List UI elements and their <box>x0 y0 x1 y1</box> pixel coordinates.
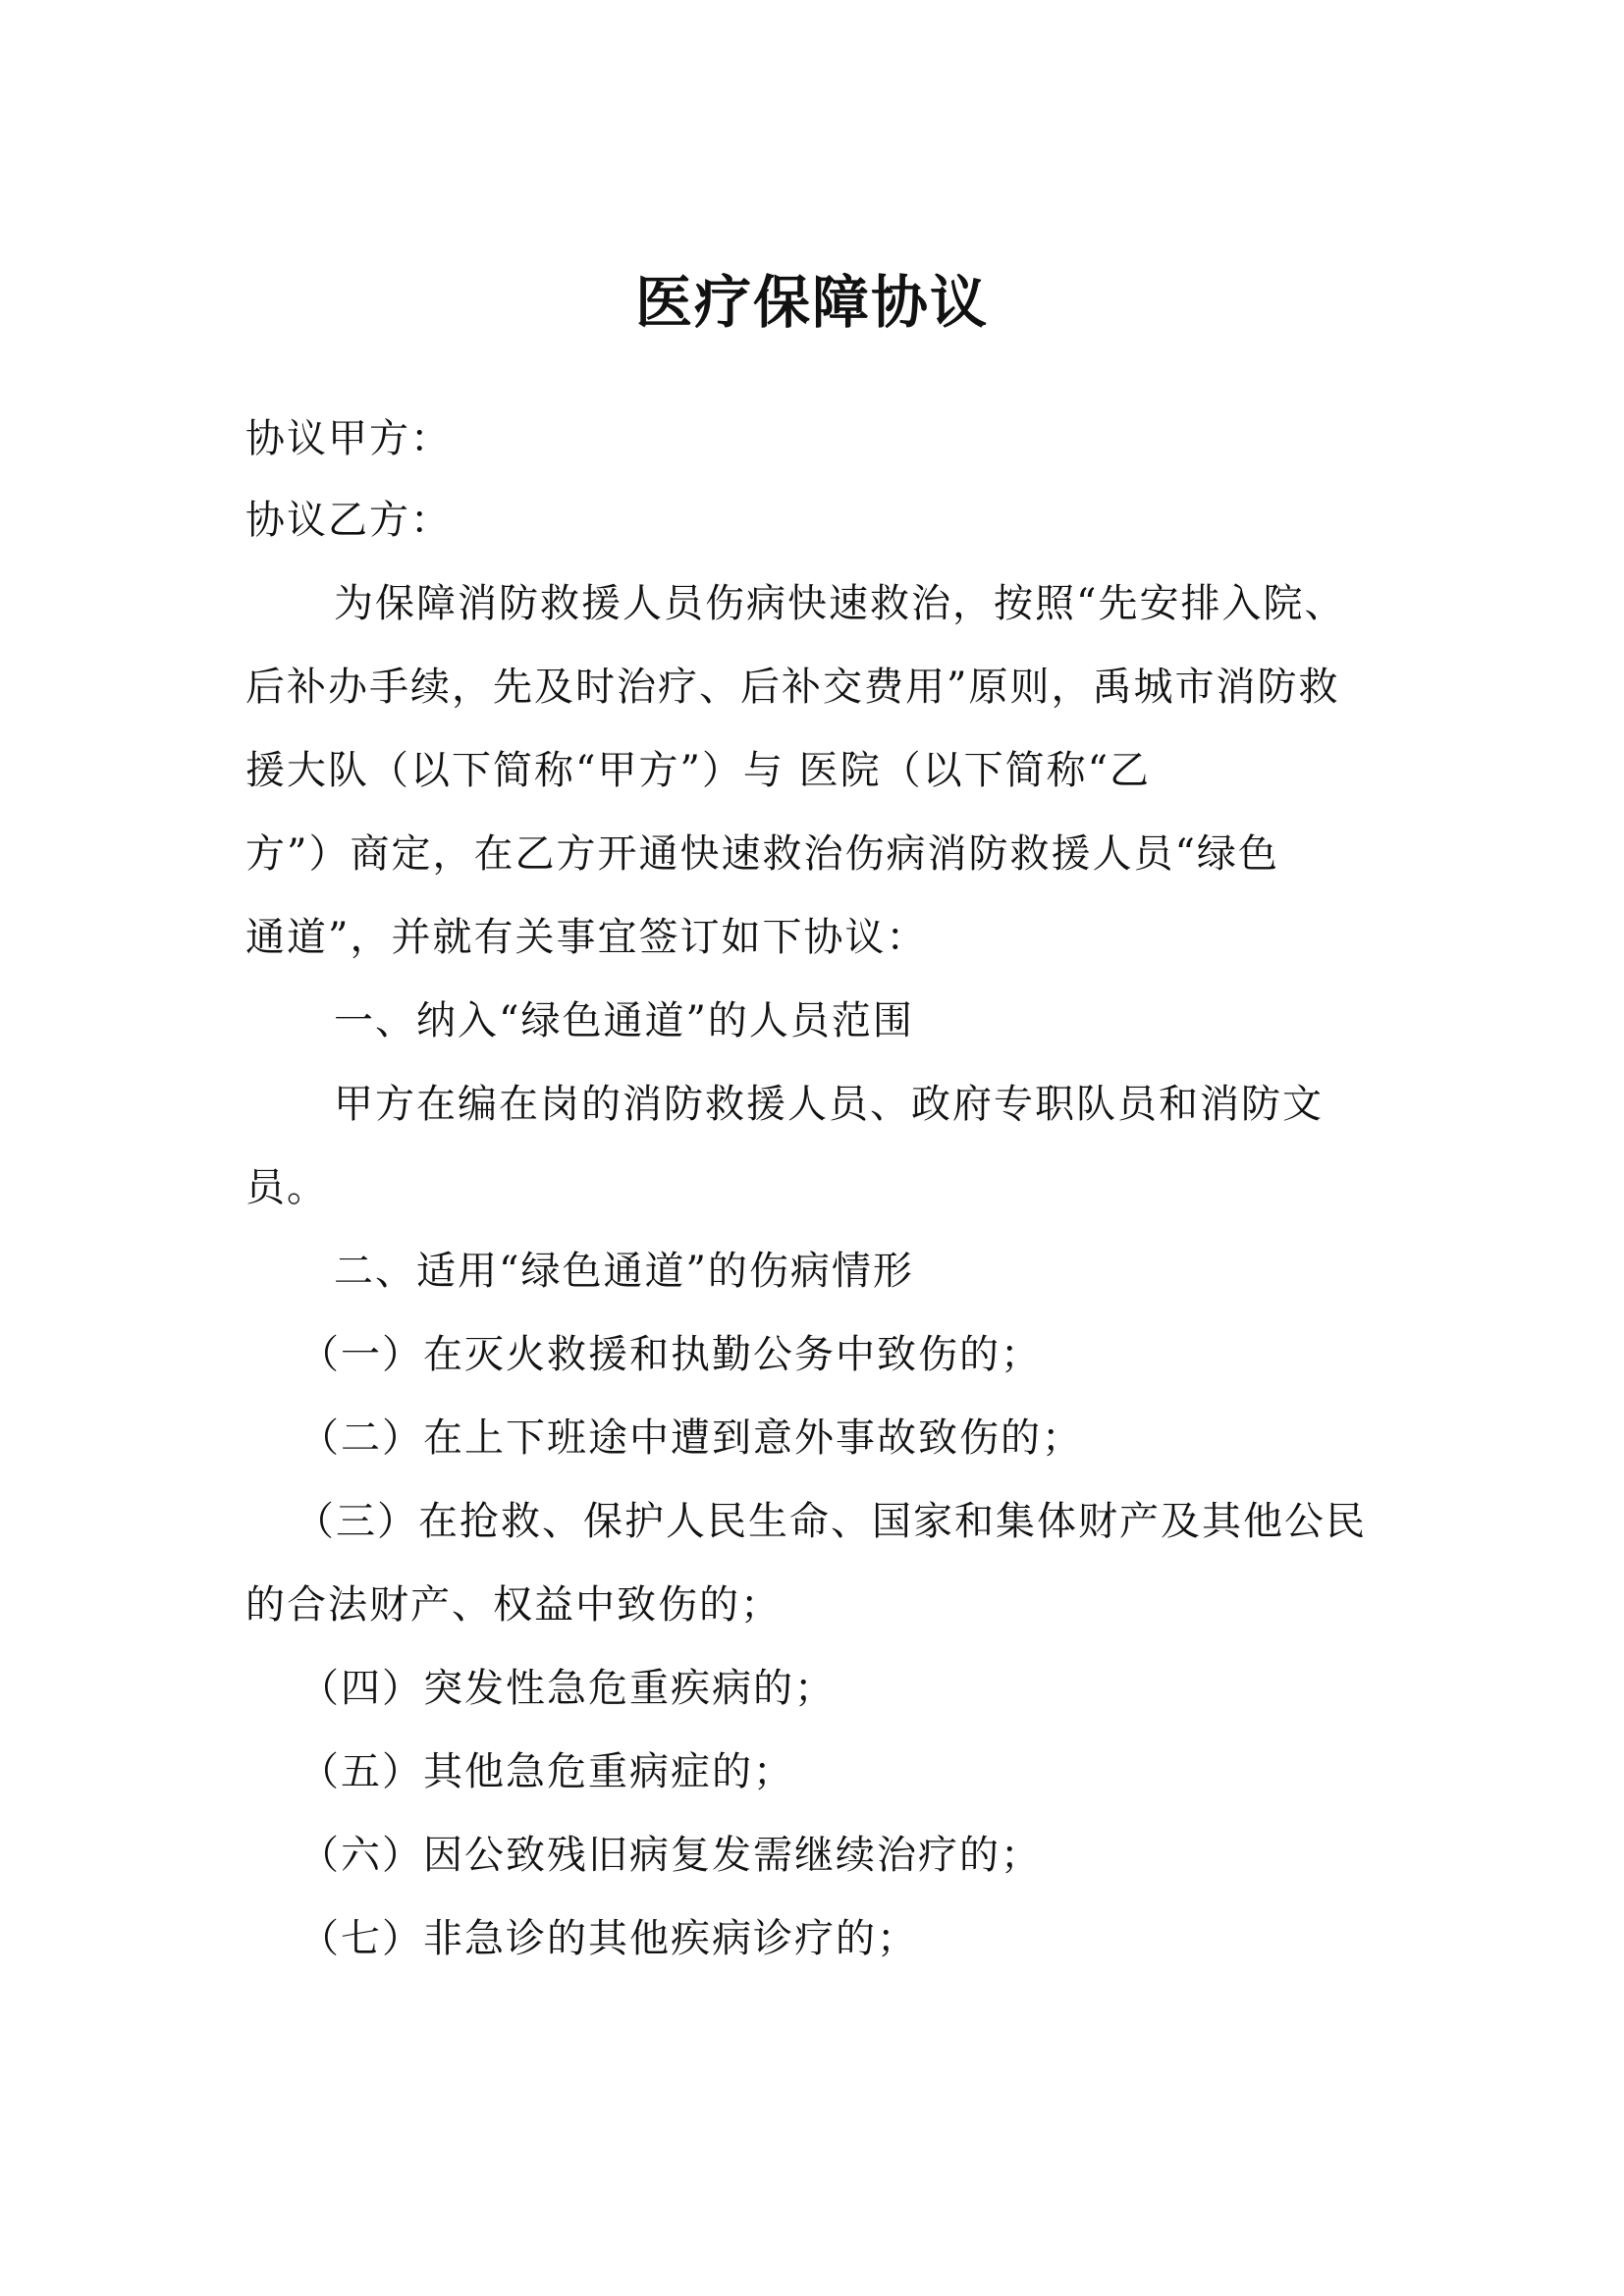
section2-item: （六）因公致残旧病复发需继续治疗的； <box>299 1833 1042 1878</box>
intro-line: 方”）商定，在乙方开通快速救治伤病消防救援人员“绿色 <box>245 831 1279 877</box>
section2-item: （一）在灭火救援和执勤公务中致伤的； <box>299 1332 1042 1377</box>
section2-item: （七）非急诊的其他疾病诊疗的； <box>299 1916 918 1961</box>
section1-body-line: 甲方在编在岗的消防救援人员、政府专职队员和消防文 <box>334 1082 1324 1127</box>
section2-item: （二）在上下班途中遭到意外事故致伤的； <box>299 1415 1083 1461</box>
section2-item-continuation: 的合法财产、权益中致伤的； <box>245 1582 782 1628</box>
section2-item: （五）其他急危重病症的； <box>299 1749 794 1794</box>
intro-line: 为保障消防救援人员伤病快速救治，按照“先安排入院、 <box>334 581 1346 626</box>
party-a-label: 协议甲方： <box>245 416 452 461</box>
section2-item: （四）突发性急危重疾病的； <box>299 1666 836 1711</box>
intro-line: 通道”，并就有关事宜签订如下协议： <box>245 915 928 960</box>
section1-heading: 一、纳入“绿色通道”的人员范围 <box>334 998 914 1043</box>
intro-line: 后补办手续，先及时治疗、后补交费用”原则，禹城市消防救 <box>245 665 1340 710</box>
section2-heading: 二、适用“绿色通道”的伤病情形 <box>334 1249 914 1294</box>
section2-item: （三）在抢救、保护人民生命、国家和集体财产及其他公民 <box>295 1499 1367 1544</box>
document-title: 医疗保障协议 <box>634 269 989 336</box>
party-b-label: 协议乙方： <box>245 498 452 543</box>
intro-line: 援大队（以下简称“甲方”）与 医院（以下简称“乙 <box>245 748 1152 793</box>
section1-body-line: 员。 <box>245 1165 328 1210</box>
